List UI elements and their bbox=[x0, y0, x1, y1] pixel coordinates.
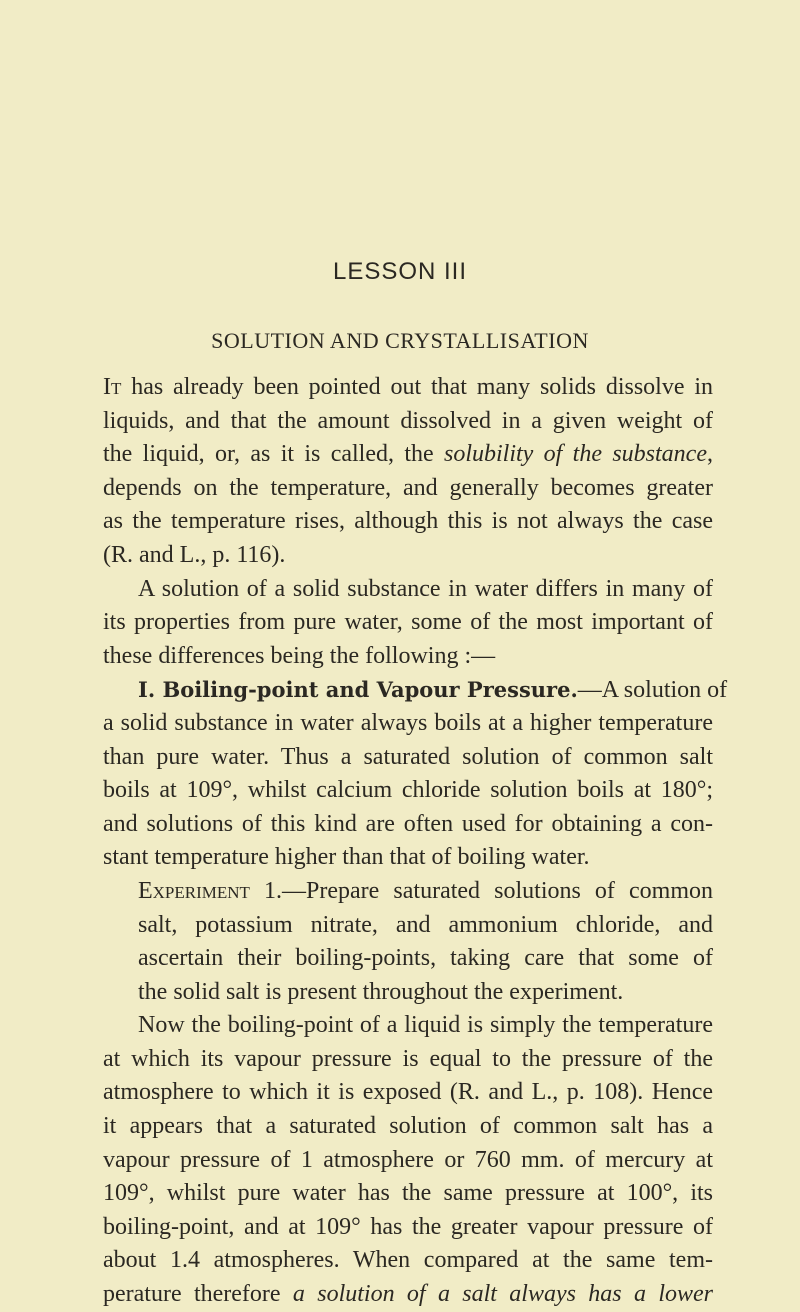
text-span: 109°, whilst pure water has the same pressure at 100°, its bbox=[103, 1180, 713, 1207]
text-span: ascertain their boiling-points, taking care that some of bbox=[138, 945, 713, 972]
emphasis-text: solubility of the substance bbox=[444, 441, 707, 468]
text-line bbox=[138, 875, 713, 909]
text-span: the solid salt is present throughout the experiment. bbox=[138, 978, 624, 1005]
text-line bbox=[103, 741, 713, 775]
text-span: perature therefore bbox=[103, 1281, 293, 1308]
text-span: liquids, and that the amount dissolved in a given weight of bbox=[103, 407, 713, 434]
text-line bbox=[103, 1244, 713, 1278]
text-span: depends on the temperature, and generally becomes greater bbox=[103, 474, 713, 501]
body-text bbox=[0, 371, 800, 1312]
text-line bbox=[103, 539, 713, 573]
text-line bbox=[138, 673, 728, 707]
text-span: 1.—Prepare saturated solutions of common bbox=[249, 877, 713, 904]
section-heading: I. Boiling-point and Vapour Pressure. bbox=[138, 677, 578, 703]
text-line bbox=[138, 909, 713, 943]
text-line bbox=[138, 1009, 713, 1043]
text-span: it appears that a saturated solution of common salt has a bbox=[103, 1113, 713, 1140]
text-line bbox=[103, 1278, 713, 1312]
text-line bbox=[103, 606, 713, 640]
text-span: A solution of a solid substance in water differs in many of bbox=[138, 575, 713, 602]
text-span: boils at 109°, whilst calcium chloride solution boils at 180°; bbox=[103, 777, 713, 804]
text-line bbox=[103, 841, 713, 875]
text-line bbox=[103, 1144, 713, 1178]
text-line bbox=[103, 640, 713, 674]
text-line bbox=[103, 774, 713, 808]
text-span: Now the boiling-point of a liquid is simply the temperature bbox=[138, 1012, 713, 1039]
text-line bbox=[138, 976, 713, 1010]
text-line bbox=[103, 1076, 713, 1110]
text-line bbox=[138, 573, 713, 607]
text-span: the liquid, or, as it is called, the bbox=[103, 441, 444, 468]
text-span: its properties from pure water, some of the most important of bbox=[103, 609, 713, 636]
text-line bbox=[103, 438, 713, 472]
text-line bbox=[103, 707, 713, 741]
text-span: vapour pressure of 1 atmosphere or 760 mm. of mercury at bbox=[103, 1146, 713, 1173]
text-span: Experiment bbox=[138, 877, 250, 904]
text-span: boiling-point, and at 109° has the greater vapour pressure of bbox=[103, 1213, 713, 1240]
text-line bbox=[103, 505, 713, 539]
chapter-title: SOLUTION AND CRYSTALLISATION bbox=[211, 328, 589, 353]
text-span: stant temperature higher than that of boiling water. bbox=[103, 844, 590, 871]
text-span: and solutions of this kind are often used for obtaining a con- bbox=[103, 810, 713, 837]
text-line bbox=[103, 808, 713, 842]
text-line bbox=[103, 1043, 713, 1077]
text-span: atmosphere to which it is exposed (R. and L., p. 108). Hence bbox=[103, 1079, 713, 1106]
text-line bbox=[103, 472, 713, 506]
text-line bbox=[103, 405, 713, 439]
text-span: salt, potassium nitrate, and ammonium chloride, and bbox=[138, 911, 713, 938]
text-line bbox=[138, 942, 713, 976]
text-span: , bbox=[706, 441, 713, 468]
emphasis-text: a solution of a salt always has a lower bbox=[292, 1281, 713, 1308]
text-span: has already been pointed out that many solids dissolve in bbox=[121, 374, 713, 400]
text-span: It bbox=[103, 374, 122, 400]
text-span: than pure water. Thus a saturated solution of common salt bbox=[103, 743, 713, 770]
text-span: about 1.4 atmospheres. When compared at the same tem- bbox=[103, 1247, 713, 1274]
text-line bbox=[103, 1211, 713, 1245]
text-span: a solid substance in water always boils at a higher temperature bbox=[103, 709, 713, 736]
lesson-heading: LESSON III bbox=[332, 258, 468, 285]
text-span: at which its vapour pressure is equal to the pressure of the bbox=[103, 1045, 713, 1072]
text-line bbox=[103, 371, 713, 405]
text-span: —A solution of bbox=[577, 677, 728, 704]
text-span: as the temperature rises, although this is not always the case bbox=[103, 508, 713, 535]
text-span: these differences being the following :— bbox=[103, 642, 496, 669]
text-line bbox=[103, 1177, 713, 1211]
text-span: (R. and L., p. 116). bbox=[103, 541, 286, 568]
text-line bbox=[103, 1110, 713, 1144]
